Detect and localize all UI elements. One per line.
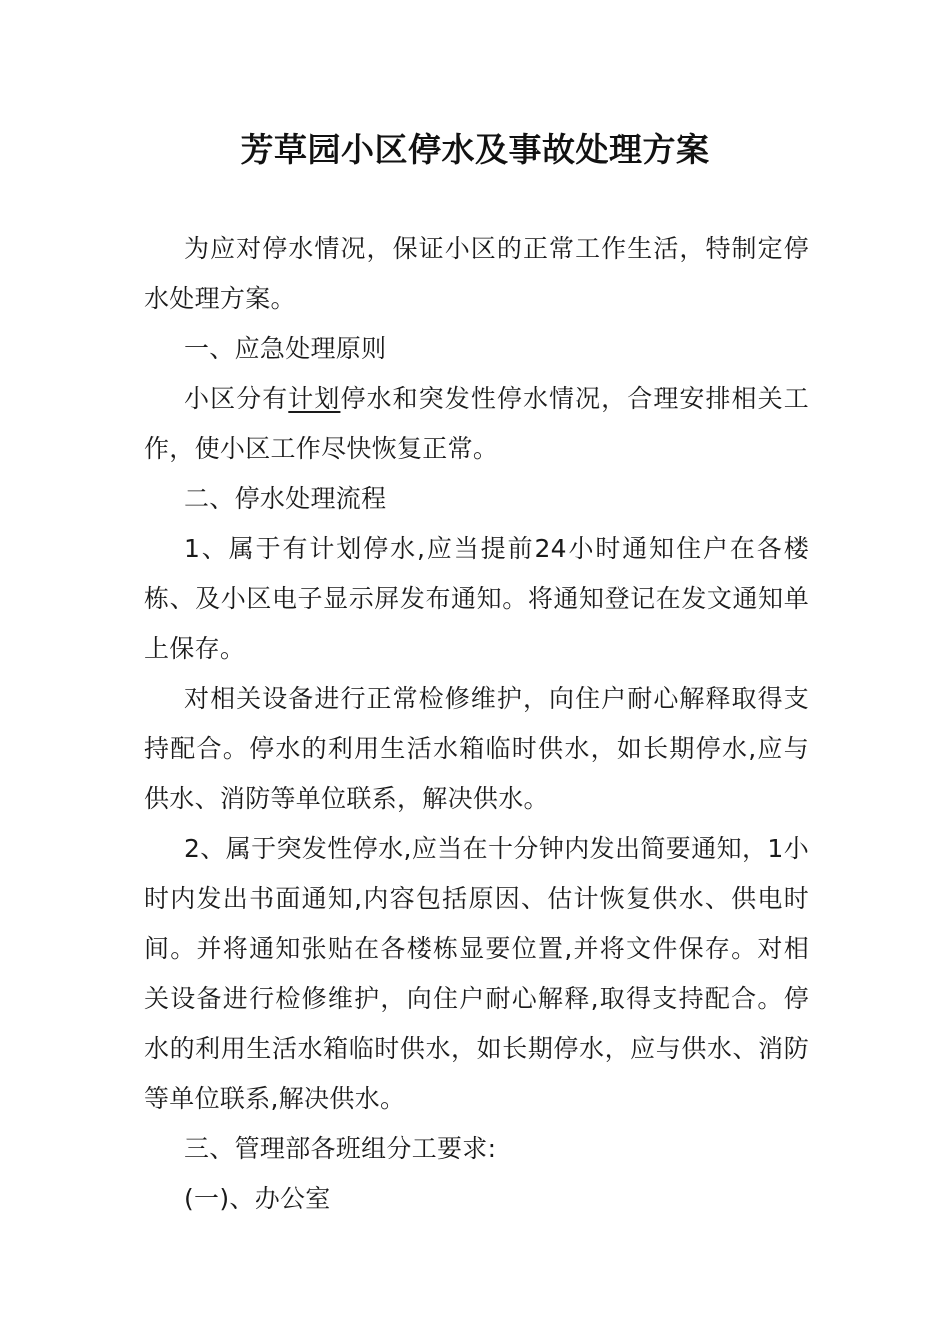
principle-paragraph (144, 374, 809, 474)
subsection-heading-office: (一)、办公室 (184, 1184, 331, 1213)
planned-outage-paragraph: 1、属于有计划停水,应当提前24小时通知住户在各楼栋、及小区电子显示屏发布通知。将通知登记在发文通知单上保存。 (144, 534, 809, 663)
section-heading-2: 二、停水处理流程 (184, 484, 387, 513)
section-heading-1: 一、应急处理原则 (184, 334, 387, 363)
maintenance-paragraph: 对相关设备进行正常检修维护，向住户耐心解释取得支持配合。停水的利用生活水箱临时供水，如长期停水,应与供水、消防等单位联系，解决供水。 (144, 684, 809, 813)
underlined-term: 计划 (288, 384, 341, 413)
document-title: 芳草园小区停水及事故处理方案 (240, 130, 710, 169)
principle-text-end: 停水和突发性停水情况，合理安排相关工作，使小区工作尽快恢复正常。 (144, 384, 809, 463)
intro-paragraph: 为应对停水情况，保证小区的正常工作生活，特制定停水处理方案。 (144, 234, 809, 313)
sudden-outage-paragraph: 2、属于突发性停水,应当在十分钟内发出简要通知，1小时内发出书面通知,内容包括原因、估计恢复供水、供电时间。并将通知张贴在各楼栋显要位置,并将文件保存。对相关设备进行检修维护，向住户耐心解释,取得支持配合。停水的利用生活水箱临时供水，如长期停水，应与供水、消防等单位联系,解决供水。 (144, 834, 809, 1113)
section-heading-3: 三、管理部各班组分工要求: (184, 1134, 497, 1163)
principle-text-start: 小区分有 (184, 384, 289, 413)
document-body (144, 224, 809, 1224)
